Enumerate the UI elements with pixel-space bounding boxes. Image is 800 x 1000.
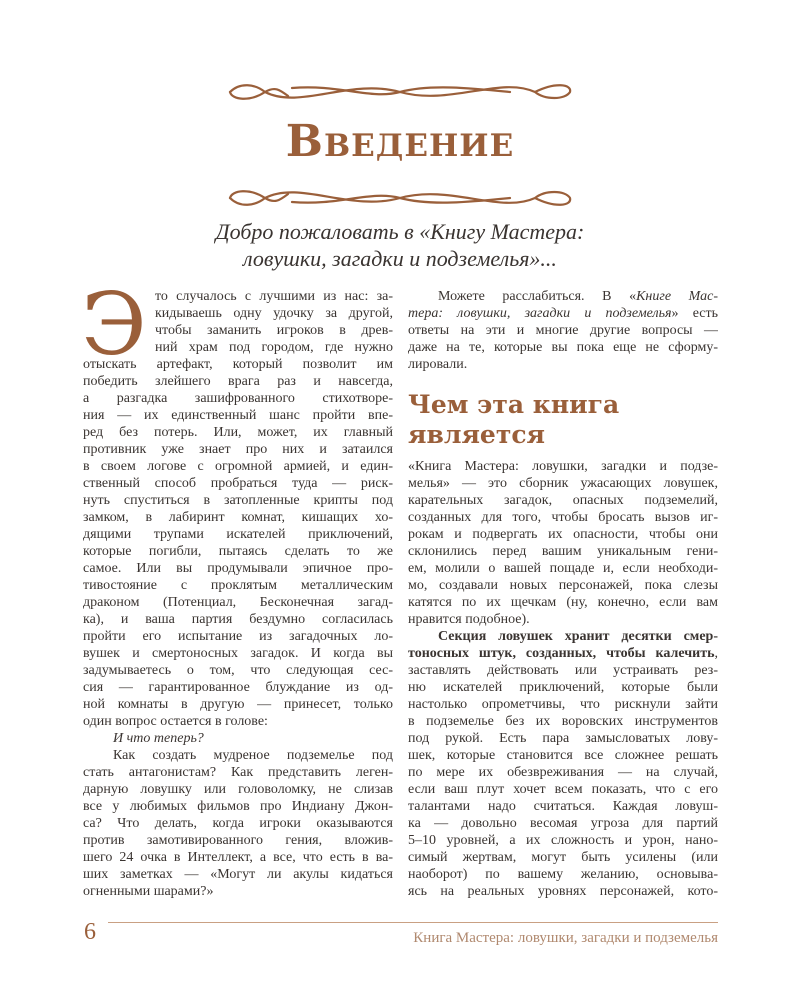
text-line: по мере их обезвреживания — на случай, [408,765,718,780]
paragraph [408,288,718,373]
text-line: талантами надо считаться. Каждая ловуш- [408,799,718,814]
bottom-ornament-flourish [220,176,580,220]
subtitle-line: ловушки, загадки и подземелья»... [243,246,557,271]
right-column-intro [408,288,718,373]
text-line: нуть спуститься в затопленные крипты под [83,493,393,508]
text-line: ка — довольно весомая угроза для партий [408,816,718,831]
text-line: победить злейшего врага раз и навсегда, [83,374,393,389]
paragraph [83,747,393,900]
right-column-body [408,458,718,900]
paragraph [408,458,718,628]
text-line: лировали. [408,357,468,372]
section-heading [408,390,619,450]
text-line: 5–10 уровней, а их сложность и урон, нано- [408,833,718,848]
text-line: шек, которые становится все сложнее решать [408,748,718,763]
text-line: дарную ловушку или головоломку, не слизав [83,782,393,797]
text-line: И что теперь? [113,731,204,746]
text-line: мелья» — это сборник ужасающих ловушек, [408,476,718,491]
section-heading-line: Чем эта книга [408,390,620,419]
text-line: огненными шарами?» [83,884,214,899]
text-line [408,305,718,322]
text-line: сия — гарантированное блуждание из од- [83,680,393,695]
text-line: ответы на эти и многие другие вопросы — [408,323,718,338]
text-line: пройти его испытание из загадочных ло- [83,629,393,644]
text-line: ний храм под городом, где нужно [155,340,393,355]
paragraph [83,730,393,747]
text-segment: тера: ловушки, загадки и подземелья [408,306,672,321]
text-line: карательных загадок, опасных подземелий, [408,493,718,508]
text-line: задумываетесь о том, что следующая сес- [83,663,393,678]
text-line: отыскать артефакт, который позволит им [83,357,393,372]
text-line: са? Что делать, когда игроки оказываются [83,816,393,831]
text-line: в подземелье без их воровских инструментов [408,714,718,729]
text-line: симый жертвам, могут быть усилены (или [408,850,718,865]
text-line: если ваш плут хочет всем показать, что с его [408,782,718,797]
footer-book-title: Книга Мастера: ловушки, загадки и подземелья [413,930,718,946]
text-line: ред без потерь. Или, может, их главный [83,425,393,440]
section-heading-line: является [408,420,546,449]
text-line: а разгадка зашифрованного стихотворе- [83,391,393,406]
text-segment: » есть [671,306,718,321]
text-line: нравится подобное). [408,612,530,627]
text-line: замком, в лабиринт комнат, кишащих хо- [83,510,393,525]
text-segment: Секция ловушек хранит десятки смер- [438,629,718,644]
text-line: ка), и ваша партия бездумно согласилась [83,612,393,627]
text-segment: Книге Мас- [636,289,718,304]
text-line: катятся по их щечкам (ну, конечно, если вам [408,595,718,610]
text-line: то случалось с лучшими из нас: за- [155,289,393,304]
page-title: Введение [285,116,515,167]
text-line: все у любимых фильмов про Индиану Джон- [83,799,393,814]
text-line [408,288,718,305]
paragraph [408,628,718,900]
text-line: Как создать мудреное подземелье под [113,748,393,763]
text-line: ственный способ пробраться туда — риск- [83,476,393,491]
text-line: ших заметках — «Могут ли акулы кидаться [83,867,393,882]
text-line: тивостояние с проклятым металлическим [83,578,393,593]
text-line: наоборот) по вашему желанию, основыва- [408,867,718,882]
text-line: заставлять действовать или устраивать рез- [408,663,718,678]
text-line: ем, молили о вашей пощаде и, если необходи- [408,561,718,576]
text-segment: Можете расслабиться. В « [438,289,637,304]
subtitle [0,218,800,272]
text-line: ню искателей приключений, которые были [408,680,718,695]
text-line: мо, создавали новых персонажей, пока слезы [408,578,718,593]
footer-rule [108,922,718,923]
page-number: 6 [84,919,96,945]
text-line: которые погибли, пытаясь сделать то же [83,544,393,559]
left-column [81,275,393,900]
text-line: настолько опрометчивы, что рискнули зайти [408,697,718,712]
text-line: драконом (Потенциал, Бесконечная загад- [83,595,393,610]
text-line: шего 24 очка в Интеллект, а все, что есть в ва- [83,850,393,865]
drop-cap: Э [81,275,147,375]
text-line: ясь на реальных уровнях персонажей, кото- [408,884,718,899]
text-line: созданных для того, чтобы бросать вызов иг- [408,510,718,525]
text-line: в своем логове с огромной армией, и един- [83,459,393,474]
text-line: под рукой. Есть пара замысловатых лову- [408,731,718,746]
text-line: ния — их единственный шанс пройти впе- [83,408,393,423]
text-line: вушек и смертоносных загадок. И когда вы [83,646,393,661]
text-segment: , [714,646,718,661]
text-line: один вопрос остается в голове: [83,714,268,729]
text-line: рокам и подвергать их опасности, чтобы они [408,527,718,542]
text-line: даже на те, которые вы пока еще не сформу- [408,340,718,355]
text-line: чтобы заманить игроков в древ- [155,323,393,338]
text-line: самое. Или вы продумывали эпичное про- [83,561,393,576]
text-line [408,645,718,662]
text-line: стать антагонистам? Как представить леген- [83,765,393,780]
text-line: противник уже знает про них и затаился [83,442,393,457]
subtitle-line: Добро пожаловать в «Книгу Мастера: [215,219,585,244]
text-line: против замотивированного гения, вложив- [83,833,393,848]
text-line: «Книга Мастера: ловушки, загадки и подзе- [408,459,718,474]
text-segment: тоносных штук, созданных, чтобы калечить [408,646,715,661]
top-ornament-flourish [220,70,580,114]
text-line: склонились перед вашим уникальным гени- [408,544,718,559]
text-line: дящими трупами искателей приключений, [83,527,393,542]
text-line: ной комнаты в другую — принесет, только [83,697,393,712]
text-line: кидываешь одну удочку за другой, [155,306,393,321]
text-line [408,628,718,645]
